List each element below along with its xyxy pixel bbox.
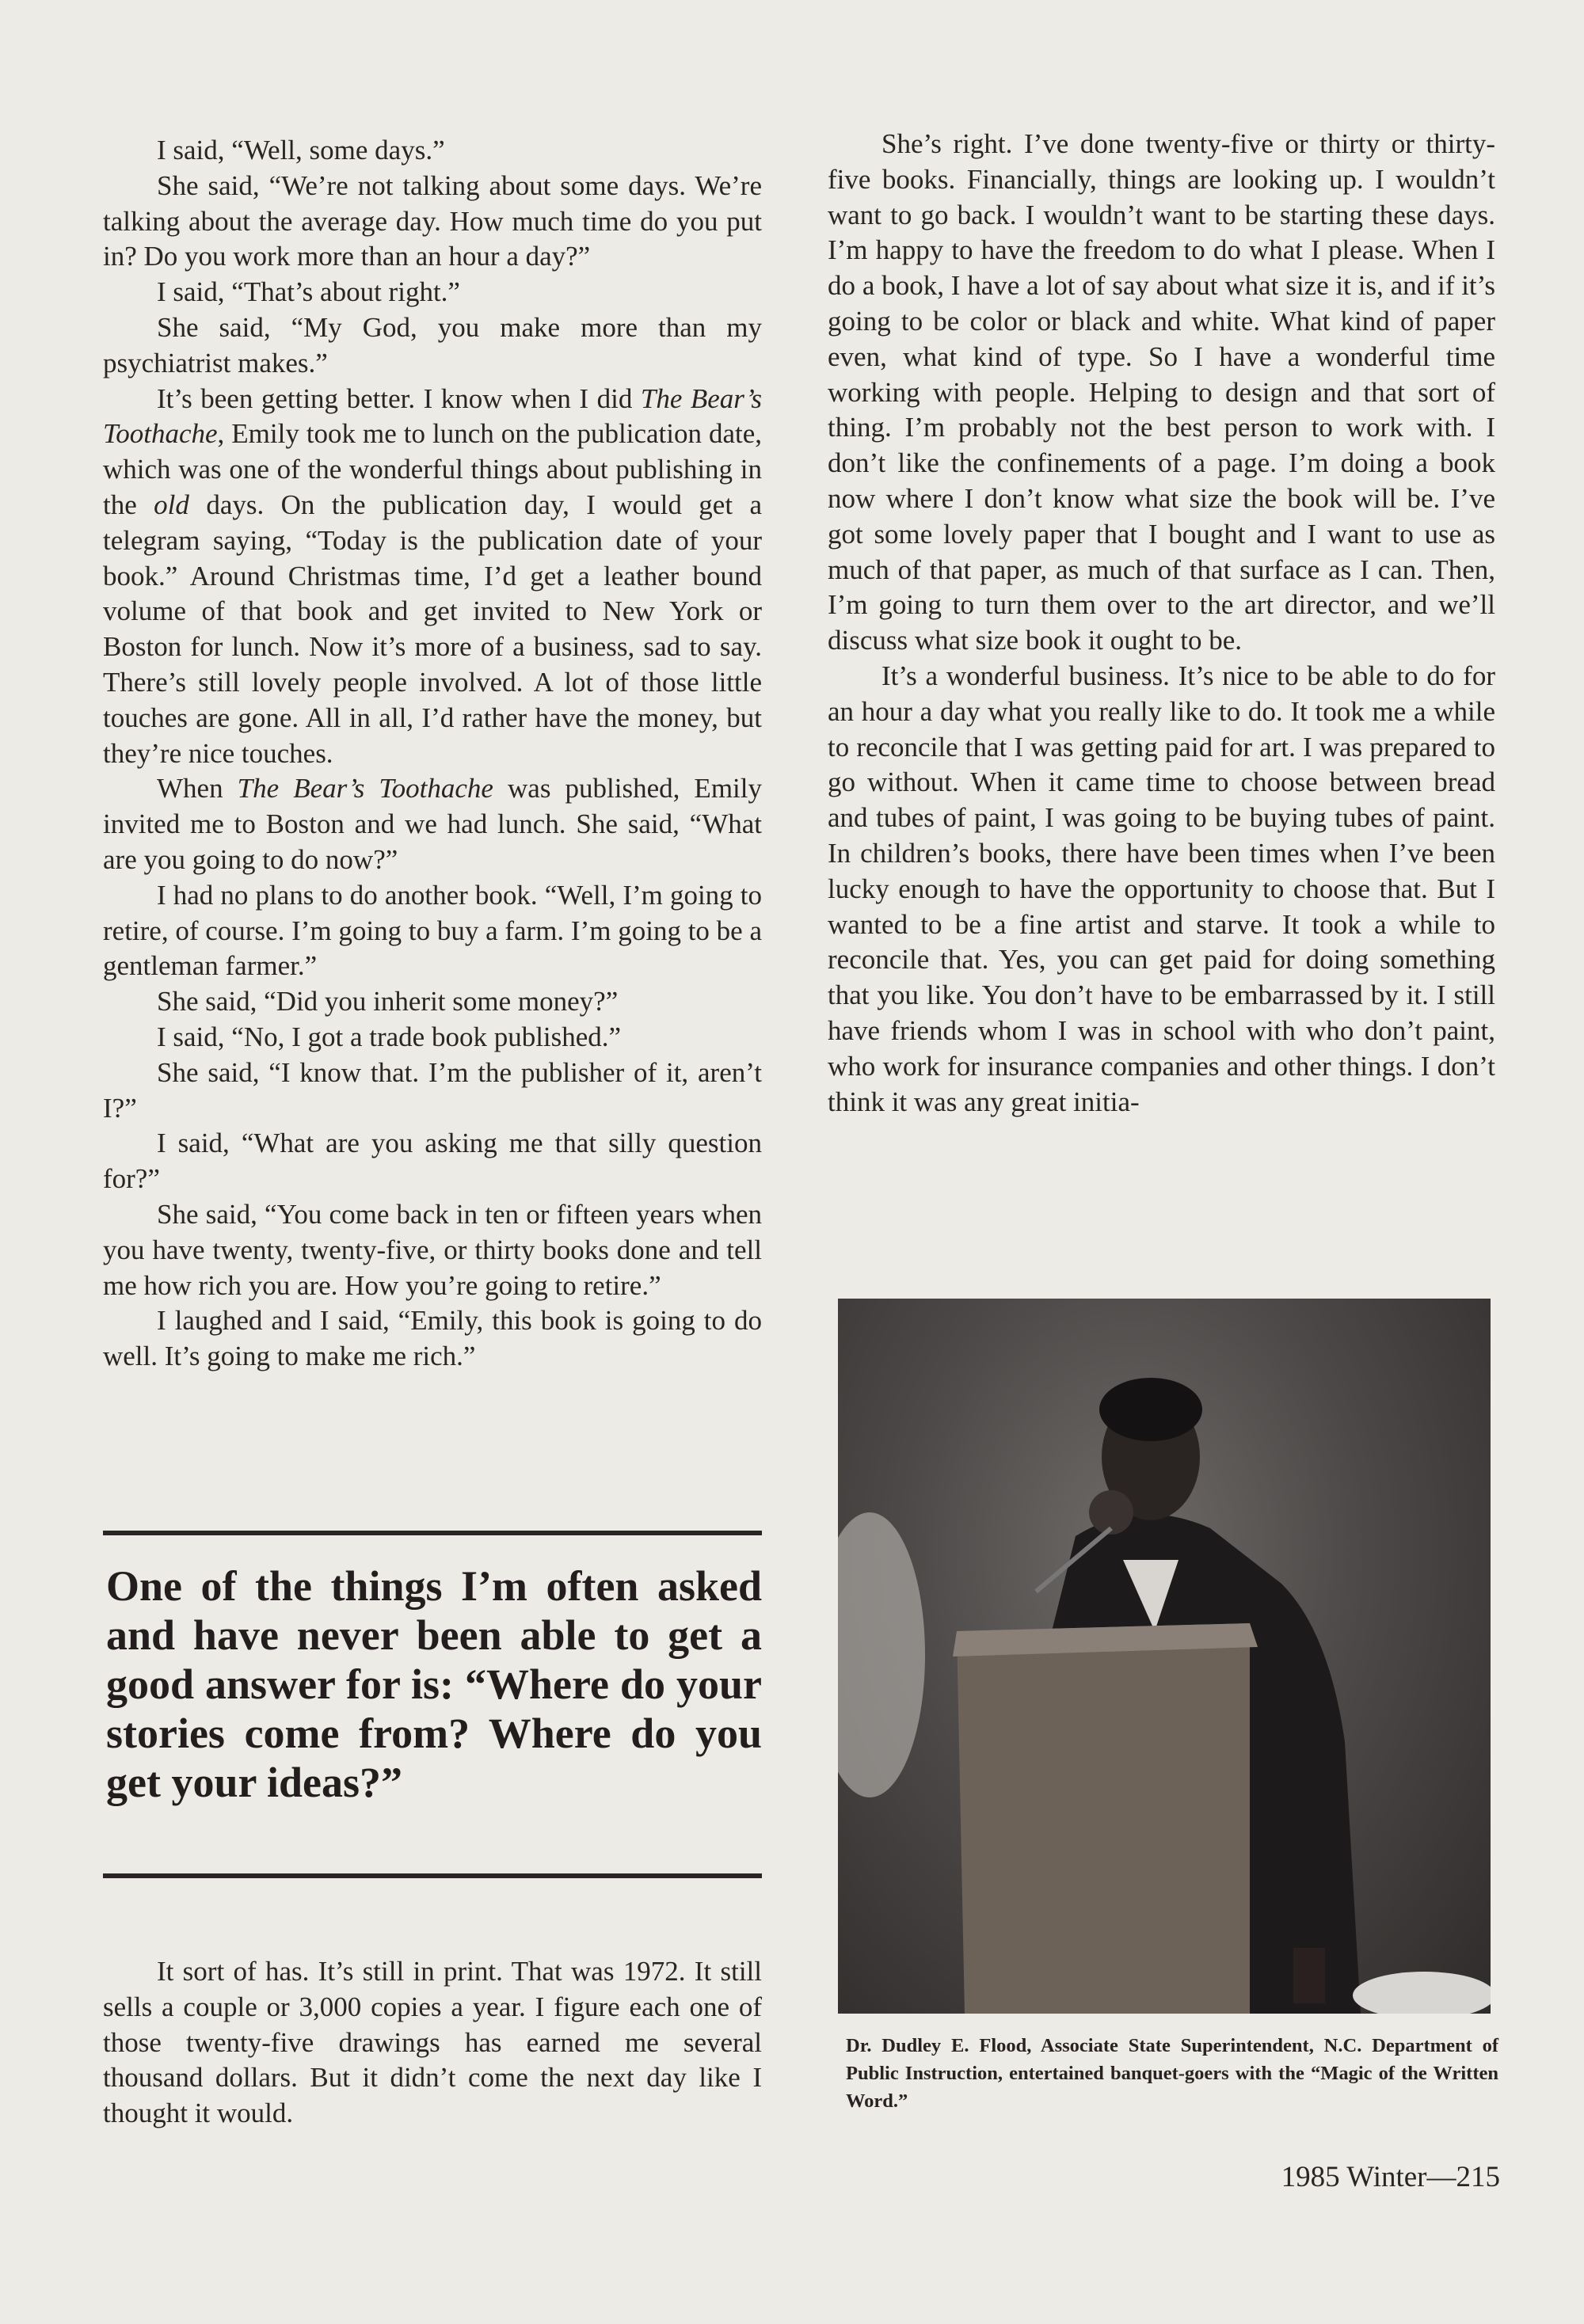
- paragraph: It sort of has. It’s still in print. That was 1972. It still sells a couple or 3,000 copies a year. I figure each one of those twenty-five drawings has earned me several thousand dollars. But it didn’t come the next day like I thought it would.: [103, 1956, 762, 2129]
- left-column: [103, 133, 762, 1375]
- page-folio: 1985 Winter—215: [1281, 2161, 1500, 2193]
- emphasis: old: [154, 489, 189, 520]
- paragraph: I said, “No, I got a trade book published.”: [157, 1021, 622, 1052]
- left-bottom-column: [103, 1954, 762, 2132]
- pull-quote: One of the things I’m often asked and have never been able to get a good answer for is: “Where do your stories come from? Where do you get your ideas?”: [106, 1562, 762, 1806]
- paragraph: She said, “You come back in ten or fifteen years when you have twenty, twenty-five, or thirty books done and tell me how rich you are. How you’re going to retire.”: [103, 1198, 762, 1301]
- pull-quote-bottom-rule: [103, 1873, 762, 1878]
- text: was published, Emily invited me to Boston and we had lunch. She said, “What are you going to do now?”: [103, 773, 762, 875]
- paragraph: She said, “Did you inherit some money?”: [157, 986, 619, 1017]
- paragraph: I said, “That’s about right.”: [157, 276, 460, 308]
- flowers: [838, 1512, 925, 1797]
- paragraph: She said, “I know that. I’m the publisher of it, aren’t I?”: [103, 1056, 762, 1124]
- photo-caption: Dr. Dudley E. Flood, Associate State Superintendent, N.C. Department of Public Instruction, entertained banquet-goers with the “Magic of the Written Word.”: [846, 2035, 1498, 2112]
- book-title: The Bear’s Toothache: [237, 773, 493, 804]
- paragraph: I said, “What are you asking me that silly question for?”: [103, 1128, 762, 1195]
- bowl: [1353, 1972, 1491, 2014]
- pull-quote-top-rule: [103, 1531, 762, 1535]
- paragraph: I said, “Well, some days.”: [157, 135, 445, 165]
- paragraph: I laughed and I said, “Emily, this book is going to do well. It’s going to make me rich.”: [103, 1305, 762, 1372]
- speaker-photo: [838, 1299, 1491, 2014]
- text: , Emily took me to lunch on the publication date, which was one of the wonderful things about publishing in the: [103, 418, 762, 520]
- speaker-hand: [1089, 1490, 1133, 1535]
- photo-illustration: [838, 1299, 1491, 2014]
- paragraph: She said, “My God, you make more than my psychiatrist makes.”: [103, 311, 762, 378]
- text: It’s been getting better. I know when I did: [157, 382, 641, 414]
- speaker-hair: [1099, 1378, 1202, 1441]
- book-title: The Bear’s Toothache: [103, 382, 762, 450]
- paragraph: [103, 382, 762, 772]
- text: When: [157, 773, 238, 804]
- text: days. On the publication day, I would get a telegram saying, “Today is the publication date of your book.” Around Christmas time, I’d get a leather bound volume of that book and get invited to New York or Boston for lunch. Now it’s more of a business, sad to say. There’s still lovely people involved. A lot of those little touches are gone. All in all, I’d rather have the money, but they’re nice touches.: [103, 489, 762, 769]
- glass: [1293, 1948, 1325, 2003]
- right-column: [828, 127, 1495, 1120]
- paragraph: It’s a wonderful business. It’s nice to be able to do for an hour a day what you really like to do. It took me a while to reconcile that I was getting paid for art. I was prepared to go without. When it came time to choose between bread and tubes of paint, I was going to be buying tubes of paint. In children’s books, there have been times when I’ve been lucky enough to have the opportunity to choose that. But I wanted to be a fine artist and starve. It took a while to reconcile that. Yes, you can get paid for doing something that you like. You don’t have to be embarrassed by it. I still have friends whom I was in school with who don’t paint, who work for insurance companies and other things. I don’t think it was any great initia-: [828, 660, 1495, 1117]
- paragraph: She’s right. I’ve done twenty-five or thirty or thirty-five books. Financially, things are looking up. I wouldn’t want to go back. I wouldn’t want to be starting these days. I’m happy to have the freedom to do what I please. When I do a book, I have a lot of say about what size it is, and if it’s going to be color or black and white. What kind of paper even, what kind of type. So I have a wonderful time working with people. Helping to design and that sort of thing. I’m probably not the best person to work with. I don’t like the confinements of a page. I’m doing a book now where I don’t know what size the book will be. I’ve got some lovely paper that I bought and I want to use as much of that paper, as much of that surface as I can. Then, I’m going to turn them over to the art director, and we’ll discuss what size book it ought to be.: [828, 128, 1495, 656]
- paragraph: I had no plans to do another book. “Well, I’m going to retire, of course. I’m going to buy a farm. I’m going to be a gentleman farmer.”: [103, 879, 762, 982]
- podium: [957, 1623, 1250, 2014]
- paragraph: She said, “We’re not talking about some days. We’re talking about the average day. How much time do you put in? Do you work more than an hour a day?”: [103, 169, 762, 272]
- paragraph: [103, 771, 762, 877]
